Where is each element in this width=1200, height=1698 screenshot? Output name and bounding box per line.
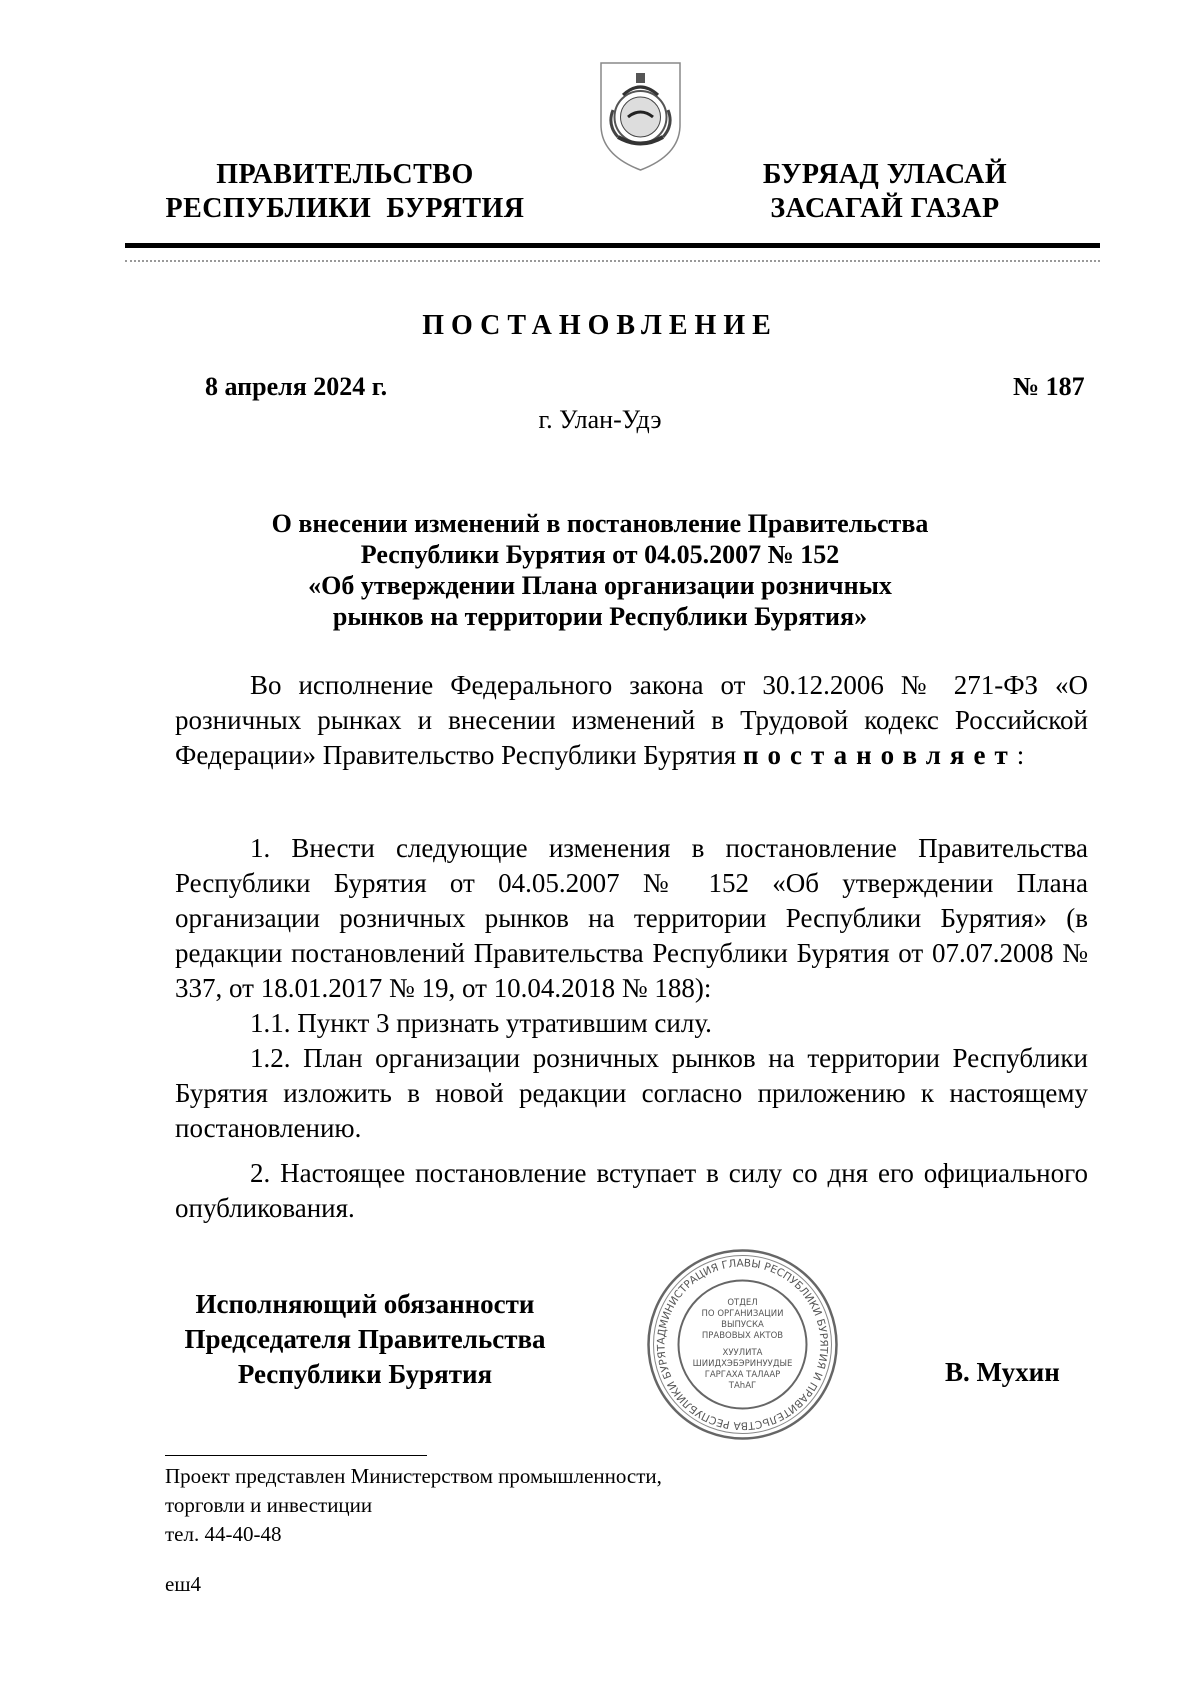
intro-emphasis: постановляет bbox=[742, 740, 1017, 770]
signatory-position-line2: Председателя Правительства bbox=[184, 1324, 546, 1354]
signatory-position-line3: Республики Бурятия bbox=[237, 1359, 493, 1389]
signatory-position bbox=[165, 1287, 565, 1392]
item-1-2: 1.2. План организации розничных рынков на территории Республики Бурятия изложить в новой редакции согласно приложению к настоящему постановлению. bbox=[175, 1043, 1088, 1143]
svg-text:ПРАВОВЫХ АКТОВ: ПРАВОВЫХ АКТОВ bbox=[701, 1331, 784, 1341]
item-2: 2. Настоящее постановление вступает в силу со дня его официального опубликования. bbox=[175, 1158, 1088, 1223]
subject-line3: «Об утверждении Плана организации розничных bbox=[308, 571, 892, 600]
document-number: № 187 bbox=[1013, 372, 1085, 401]
footnote-line1: Проект представлен Министерством промышленности, bbox=[165, 1464, 662, 1488]
body-intro-paragraph bbox=[175, 668, 1088, 773]
subject-line4: рынков на территории Республики Бурятия» bbox=[332, 602, 868, 631]
svg-text:ТАhАГ: ТАhАГ bbox=[728, 1381, 757, 1391]
item-1: 1. Внести следующие изменения в постановление Правительства Республики Бурятия от 04.05.2007 № 152 «Об утверждении Плана организации розничных рынков на территории Республики Бурятия» (в редакции постановлений Правительства Республики Бурятия от 07.07.2008 № 337, от 18.01.2017 № 19, от 10.04.2018 № 188): bbox=[175, 833, 1088, 1003]
svg-text:ГАРГАХА ТАЛААР: ГАРГАХА ТАЛААР bbox=[704, 1370, 781, 1380]
header-divider-dotted bbox=[125, 260, 1100, 262]
document-date: 8 апреля 2024 г. bbox=[205, 372, 388, 401]
svg-text:ОТДЕЛ: ОТДЕЛ bbox=[727, 1298, 758, 1308]
intro-text: Во исполнение Федерального закона от 30.12.2006 № 271-ФЗ «О розничных рынках и внесении изменений в Трудовой кодекс Российской Федерации» Правительство Республики Бурятия bbox=[175, 670, 1088, 770]
body-item-1-block bbox=[175, 831, 1088, 1146]
svg-text:ШИИДХЭБЭРИНУУДЫЕ: ШИИДХЭБЭРИНУУДЫЕ bbox=[692, 1359, 793, 1369]
subject-line1: О внесении изменений в постановление Правительства bbox=[271, 509, 929, 538]
header-divider-thick bbox=[125, 243, 1100, 248]
svg-text:ПО ОРГАНИЗАЦИИ: ПО ОРГАНИЗАЦИИ bbox=[701, 1309, 784, 1319]
seal-ring-text: АДМИНИСТРАЦИЯ ГЛАВЫ РЕСПУБЛИКИ БУРЯТИЯ И ПРАВИТЕЛЬСТВА РЕСПУБЛИКИ БУРЯТ bbox=[655, 1257, 830, 1432]
header-left-line1: ПРАВИТЕЛЬСТВО bbox=[216, 159, 474, 190]
document-city: г. Улан-Удэ bbox=[538, 405, 662, 434]
header-left-block bbox=[160, 158, 530, 226]
header-left-line2: РЕСПУБЛИКИ БУРЯТИЯ bbox=[165, 193, 525, 224]
svg-text:ХУУЛИТА: ХУУЛИТА bbox=[722, 1348, 763, 1358]
intro-end: : bbox=[1016, 740, 1025, 770]
header-right-block bbox=[740, 158, 1030, 226]
footnote-block bbox=[165, 1462, 662, 1549]
header-right-line2: ЗАСАГАЙ ГАЗАР bbox=[770, 193, 1000, 224]
header-right-line1: БУРЯАД УЛАСАЙ bbox=[762, 159, 1008, 190]
coat-of-arms-emblem bbox=[593, 55, 688, 175]
svg-text:ВЫПУСКА: ВЫПУСКА bbox=[721, 1320, 764, 1330]
document-subject bbox=[200, 508, 1000, 632]
signatory-position-line1: Исполняющий обязанности bbox=[195, 1289, 535, 1319]
footnote-line2: торговли и инвестиции bbox=[165, 1493, 373, 1517]
signatory-name: В. Мухин bbox=[945, 1357, 1060, 1387]
footnote-divider bbox=[165, 1455, 427, 1456]
official-seal-stamp bbox=[645, 1247, 840, 1442]
subject-line2: Республики Бурятия от 04.05.2007 № 152 bbox=[360, 540, 840, 569]
footnote-line3: тел. 44-40-48 bbox=[165, 1522, 282, 1546]
body-item-2-block bbox=[175, 1156, 1088, 1226]
document-type-title: ПОСТАНОВЛЕНИЕ bbox=[422, 310, 778, 341]
document-code: еш4 bbox=[165, 1572, 201, 1596]
item-1-1: 1.1. Пункт 3 признать утратившим силу. bbox=[250, 1008, 712, 1038]
